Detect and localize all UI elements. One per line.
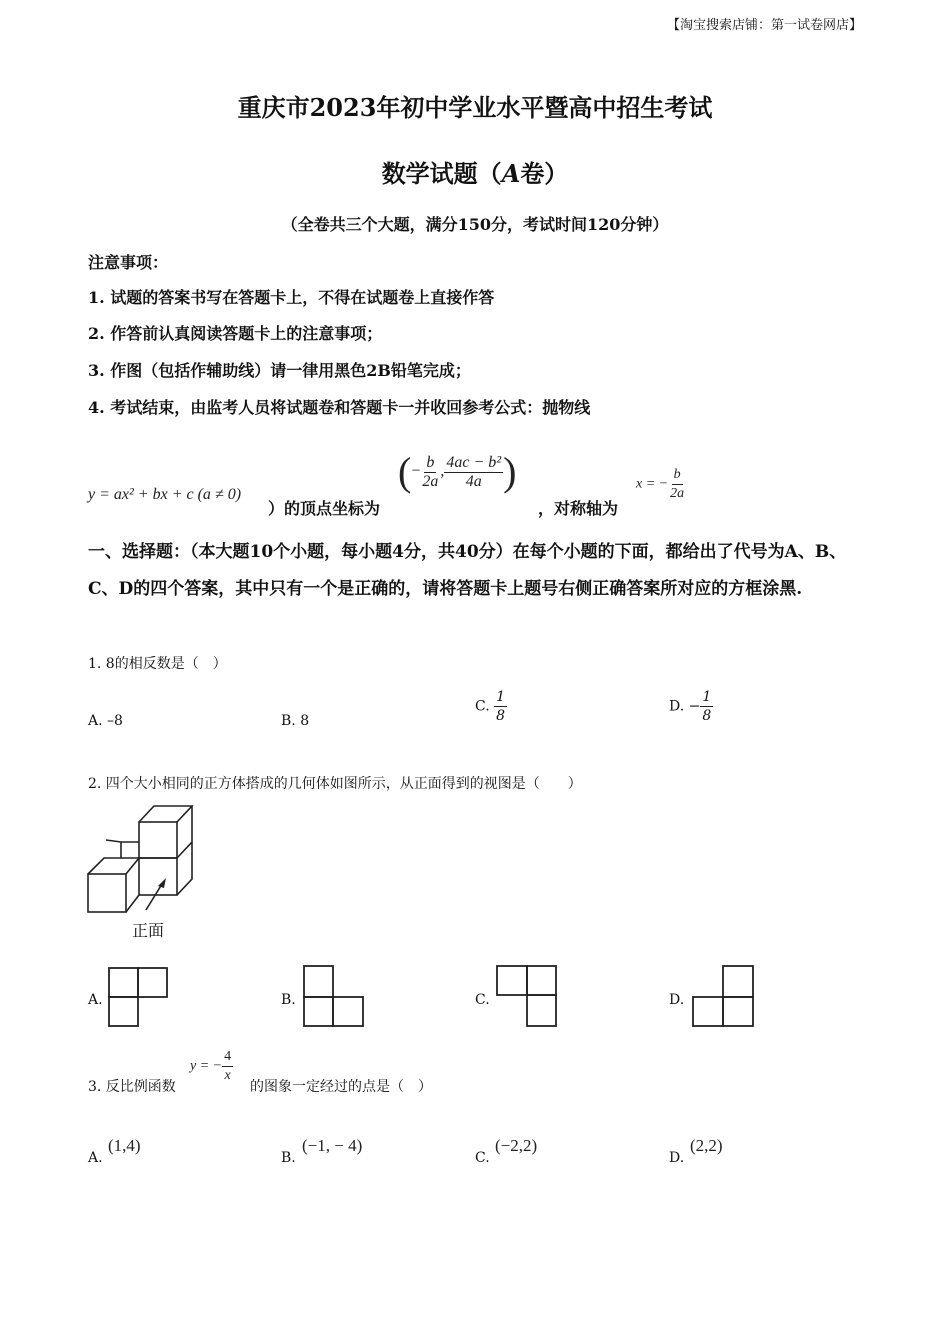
q3-option-d-label[interactable]: D. [669, 1150, 685, 1166]
q3-option-b[interactable]: (−1, − 4) [302, 1136, 363, 1155]
q2-view-d[interactable] [691, 964, 755, 1028]
q3-option-b-label[interactable]: B. [281, 1150, 296, 1166]
q3-stem-post: 的图象一定经过的点是（ ） [250, 1079, 432, 1095]
axis-text: ，对称轴为 [538, 499, 619, 518]
exam-info: （全卷共三个大题，满分150分，考试时间120分钟） [281, 215, 669, 234]
notes-heading: 注意事项： [88, 253, 169, 272]
vertex-text: ）的顶点坐标为 [268, 499, 381, 518]
front-label: 正面 [132, 921, 165, 940]
q3-option-a[interactable]: (1,4) [108, 1136, 141, 1155]
q2-view-a[interactable] [108, 966, 168, 1028]
section-1-instructions: 一、选择题：（本大题10个小题，每小题4分，共40分）在每个小题的下面，都给出了代号为A、B、C、D的四个答案，其中只有一个是正确的，请将答题卡上题号右侧正确答案所对应的方框涂黑. [88, 542, 847, 599]
note-item-3: 3. 作图（包括作辅助线）请一律用黑色2B铅笔完成； [88, 361, 471, 380]
q2-option-c[interactable]: C. [475, 992, 490, 1008]
q1-stem: 1. 8的相反数是（ ） [88, 656, 227, 672]
q3-option-c-label[interactable]: C. [475, 1150, 490, 1166]
q1-option-a[interactable]: A. –8 [88, 713, 123, 729]
q3-option-a-label[interactable]: A. [88, 1150, 103, 1166]
header-note: 【淘宝搜索店铺：第一试卷网店】 [666, 18, 862, 33]
q3-equation: y = − $\frac{4}{x}$ [190, 1049, 232, 1083]
q2-view-c[interactable] [496, 964, 558, 1028]
page-title: 重庆市2023年初中学业水平暨高中招生考试 [237, 93, 713, 122]
q2-stem: 2. 四个大小相同的正方体搭成的几何体如图所示，从正面得到的视图是（ ） [88, 776, 582, 792]
q1-option-b[interactable]: B. 8 [281, 713, 310, 729]
q2-option-d[interactable]: D. [669, 992, 685, 1008]
q3-option-d[interactable]: (2,2) [690, 1136, 723, 1155]
parabola-equation: y = ax² + bx + c (a ≠ 0) [88, 486, 242, 503]
cube-figure [86, 804, 196, 914]
note-item-4: 4. 考试结束，由监考人员将试题卷和答题卡一并收回参考公式：抛物线 [88, 398, 591, 417]
q1-option-c[interactable]: C. $\frac{1}{8}$ [475, 689, 506, 724]
q2-option-a[interactable]: A. [88, 992, 103, 1008]
q2-option-b[interactable]: B. [281, 992, 296, 1008]
axis-formula: x = − $\frac{b}{2a}$ [636, 467, 685, 501]
q1-option-d[interactable]: D. − $\frac{1}{8}$ [669, 689, 712, 724]
note-item-2: 2. 作答前认真阅读答题卡上的注意事项； [88, 324, 383, 343]
arrow-icon [158, 878, 166, 888]
q3-option-c[interactable]: (−2,2) [495, 1136, 538, 1155]
q3-stem-pre: 3. 反比例函数 [88, 1079, 176, 1095]
vertex-formula: (− $\frac{b}{2a}$ , $\frac{\text{4ac − b²}}{4a}$ ) [398, 449, 517, 494]
note-item-1: 1. 试题的答案书写在答题卡上，不得在试题卷上直接作答 [88, 288, 495, 307]
q2-view-b[interactable] [303, 964, 365, 1028]
page-subtitle: 数学试题（A卷） [381, 159, 569, 188]
